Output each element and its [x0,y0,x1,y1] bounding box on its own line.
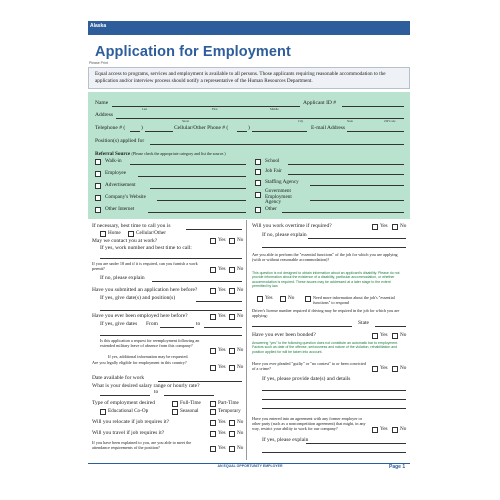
contact-work-yes-label: Yes [218,237,226,243]
referral-government-field[interactable] [310,200,404,201]
work-number-label: If yes, work number and best time to call: [100,245,192,251]
overtime-explain-field[interactable] [308,238,406,239]
license-label: Driver's license number required if driving may be required in the job for which you are applying: [252,308,400,319]
relocate-yes-label: Yes [218,419,226,425]
salary-min-field[interactable] [100,395,150,396]
employed-details-field[interactable] [100,335,242,336]
employed-dates-label: If yes, give dates [100,321,138,327]
referral-website-checkbox[interactable] [95,195,101,201]
employed-before-label: Have you ever been employed here before? [92,313,188,319]
employed-yes-checkbox[interactable] [210,314,216,320]
best-time-field[interactable] [186,229,242,230]
employed-no-checkbox[interactable] [229,314,235,320]
referral-internet-field[interactable] [148,212,246,213]
overtime-no-label: No [400,223,407,229]
conviction-note: Answering "yes" to the following question does not constitute an automatic bar to employment. Factors such as date of the offense, seriousness and nature of the violation, rehabilitation and position applied for will be taken into account. [252,341,399,354]
agreement-yes-checkbox[interactable] [372,427,378,433]
city-sublabel: City [298,119,304,123]
cell-label: Cellular/Other Phone # ( [174,125,229,131]
referral-government-checkbox[interactable] [255,192,261,198]
eligible-label: Are you legally eligible for employment in this country? [92,360,187,365]
referral-staffing-label: Staffing Agency [265,179,299,185]
referral-government-label: Government Employment Agency [265,188,292,206]
referral-note: (Please check the appropriate category and list the source.) [131,151,226,156]
home-label: Home [108,230,121,236]
cellular-checkbox[interactable] [128,231,134,237]
eligible-no-label: No [237,364,244,370]
referral-other-field[interactable] [282,212,404,213]
referral-staffing-checkbox[interactable] [255,180,261,186]
print-note: Please Print [89,61,108,65]
column-divider [246,220,247,460]
email-field[interactable] [347,131,404,132]
cell-field[interactable] [252,131,307,132]
cellular-label: Cellular/Other [136,230,166,236]
header-bar [88,21,410,35]
overtime-explain-field-2[interactable] [262,247,406,248]
convicted-details-field[interactable] [262,390,406,391]
work-permit-label: If you are under 18 and if it is required, can you furnish a work permit? [92,261,198,272]
eeo-statement: Equal access to programs, services and employment is available to all persons. Those applicants requiring reasonable accommodation to the application and/or interview process should notify a representative of the Human Resources Department. [88,67,410,89]
cell-area-field[interactable] [237,131,247,132]
middle-sublabel: Middle [270,107,279,111]
travel-yes-checkbox[interactable] [210,431,216,437]
convicted-details-field-2[interactable] [262,399,406,400]
state-tag: Alaska [90,23,107,29]
employed-to-field[interactable] [204,327,242,328]
travel-label: Will you travel if job requires it? [92,430,165,436]
referral-employee-label: Employee [105,170,127,176]
positions-field[interactable] [150,144,404,145]
submitted-yes-checkbox[interactable] [210,288,216,294]
need-info-label: Need more information about the job's "essential functions" to respond [313,295,395,306]
salary-label: What is your desired salary range or hourly rate? [92,383,200,389]
submitted-yes-label: Yes [218,287,226,293]
telephone-field[interactable] [145,131,173,132]
essential-no-label: No [288,295,295,301]
full-time-label: Full-Time [180,400,201,406]
telephone-paren: ) [141,125,143,131]
referral-advertisement-field[interactable] [150,188,246,189]
convicted-no-checkbox[interactable] [392,366,398,372]
license-state-field[interactable] [375,326,406,327]
referral-internet-label: Other Internet [105,206,135,212]
referral-staffing-field[interactable] [310,185,404,186]
convicted-details-field-3[interactable] [262,408,406,409]
part-time-label: Part-Time [218,400,239,406]
convicted-yes-label: Yes [380,365,388,371]
referral-other-label: Other [265,206,277,212]
submitted-no-label: No [237,287,244,293]
employed-to-label: to [196,321,201,327]
attendance-yes-checkbox[interactable] [210,446,216,452]
bonded-no-label: No [400,332,407,338]
form-title: Application for Employment [95,44,291,60]
essential-yes-label: Yes [265,295,273,301]
overtime-yes-label: Yes [380,223,388,229]
employment-type-label: Type of employment desired [92,400,156,406]
part-time-checkbox[interactable] [210,401,216,407]
telephone-area-field[interactable] [130,131,140,132]
referral-website-field[interactable] [157,200,246,201]
agreement-no-label: No [400,426,407,432]
work-permit-yes-checkbox[interactable] [210,267,216,273]
convicted-no-label: No [400,365,407,371]
employed-from-label: From [146,321,158,327]
eoe-footer: AN EQUAL OPPORTUNITY EMPLOYER [217,464,283,468]
referral-walkin-label: Walk-in [105,158,122,164]
submitted-before-label: Have you submitted an application here before? [92,287,198,293]
last-sublabel: Last [142,107,148,111]
convicted-label: Have you ever pleaded "guilty" or "no contest" to or been convicted of a crime? [252,361,366,372]
convicted-dates-label: If yes, please provide date(s) and details [262,376,351,382]
salary-max-field[interactable] [164,395,214,396]
contact-work-yes-checkbox[interactable] [210,238,216,244]
disability-note: This question is not designed to obtain information about an applicant's disability. Please do not provide information about the existence of a disability, particular accommodation, or whether accommodation is required. These issues may be addressed at a later stage to the extent permitted by law. [252,271,400,289]
referral-school-checkbox[interactable] [255,159,261,165]
address-label: Address [95,112,114,118]
agreement-no-checkbox[interactable] [392,427,398,433]
overtime-explain-label: If no, please explain [262,232,307,238]
employed-from-field[interactable] [160,327,194,328]
work-permit-no-checkbox[interactable] [229,267,235,273]
referral-school-label: School [265,158,280,164]
reemployment-info-label: If yes, additional information may be requested. [108,354,189,359]
employed-yes-label: Yes [218,313,226,319]
contact-work-no-label: No [237,237,244,243]
reemployment-label: Is this application a request for reemployment following an extended military leave of absence from this company? [100,338,200,349]
agreement-yes-label: Yes [380,426,388,432]
contact-work-no-checkbox[interactable] [229,238,235,244]
bonded-no-checkbox[interactable] [392,333,398,339]
agreement-explain-label: If yes, please explain [262,437,309,443]
referral-jobfair-field[interactable] [288,174,404,175]
overtime-no-checkbox[interactable] [392,224,398,230]
travel-no-checkbox[interactable] [229,431,235,437]
attendance-label: If you have been explained to you, are you able to meet the attendance requirements of the position? [92,440,192,451]
date-available-field[interactable] [158,381,242,382]
referral-advertisement-checkbox[interactable] [95,183,101,189]
referral-walkin-field[interactable] [130,164,246,165]
seasonal-label: Seasonal [180,408,199,414]
eligible-yes-checkbox[interactable] [210,365,216,371]
reemployment-no-label: No [237,347,244,353]
referral-employee-field[interactable] [138,176,246,177]
seasonal-checkbox[interactable] [172,409,178,415]
bonded-yes-label: Yes [380,332,388,338]
positions-label: Position(s) applied for [95,138,145,144]
submitted-dates-label: If yes, give date(s) and position(s) [100,295,176,301]
attendance-yes-label: Yes [218,445,226,451]
name-label: Name [95,100,109,106]
best-time-label: If necessary, best time to call you is [92,223,171,229]
eligible-yes-label: Yes [218,364,226,370]
first-sublabel: First [212,107,218,111]
agreement-label: Have you entered into an agreement with any former employer or other party (such as a noncompetition agreement) that might, in any way, restrict your ability to work for our company? [252,416,366,432]
referral-jobfair-label: Job Fair [265,168,282,174]
convicted-yes-checkbox[interactable] [372,366,378,372]
reemployment-yes-checkbox[interactable] [210,348,216,354]
work-permit-explain-label: If no, please explain [100,275,145,281]
essential-no-checkbox[interactable] [280,296,286,302]
zip-sublabel: ZIP Code [384,119,396,123]
coop-checkbox[interactable] [100,409,106,415]
email-label: E-mail Address [311,125,346,131]
essential-functions-label: Are you able to perform the "essential functions" of the job for which you are applying (with or without reasonable accommodation)? [252,252,398,263]
work-permit-no-label: No [237,266,244,272]
relocate-yes-checkbox[interactable] [210,420,216,426]
work-permit-yes-label: Yes [218,266,226,272]
agreement-explain-field[interactable] [306,443,406,444]
bonded-yes-checkbox[interactable] [372,333,378,339]
applicant-id-label: Applicant ID # [303,100,336,106]
referral-walkin-checkbox[interactable] [95,159,101,165]
referral-jobfair-checkbox[interactable] [255,169,261,175]
temporary-checkbox[interactable] [210,409,216,415]
page-number: Page 1 [389,464,406,470]
travel-no-label: No [237,430,244,436]
reemployment-no-checkbox[interactable] [229,348,235,354]
address-field[interactable] [116,118,404,119]
coop-label: Educational Co-Op [108,408,149,414]
agreement-explain-field-2[interactable] [262,452,406,453]
attendance-no-label: No [237,445,244,451]
eligible-no-checkbox[interactable] [229,365,235,371]
referral-internet-checkbox[interactable] [95,207,101,213]
attendance-no-checkbox[interactable] [229,446,235,452]
referral-school-field[interactable] [288,164,404,165]
relocate-no-label: No [237,419,244,425]
state-sublabel: State [347,119,353,123]
license-state-label: State [358,320,369,326]
work-permit-explain-field[interactable] [152,281,242,282]
telephone-label: Telephone # ( [95,125,126,131]
submitted-no-checkbox[interactable] [229,288,235,294]
contact-work-label: May we contact you at work? [92,238,158,244]
date-available-label: Date available for work [92,375,145,381]
applicant-id-field[interactable] [342,106,404,107]
street-sublabel: Street [182,119,189,123]
referral-employee-checkbox[interactable] [95,171,101,177]
relocate-no-checkbox[interactable] [229,420,235,426]
overtime-yes-checkbox[interactable] [372,224,378,230]
need-info-checkbox[interactable] [305,296,311,302]
referral-website-label: Company's Website [105,194,146,200]
submitted-dates-field[interactable] [196,301,242,302]
employed-no-label: No [237,313,244,319]
full-time-checkbox[interactable] [172,401,178,407]
essential-yes-checkbox[interactable] [257,296,263,302]
submitted-dates-field-2[interactable] [100,310,242,311]
cell-paren: ) [248,125,250,131]
reemployment-yes-label: Yes [218,347,226,353]
bonded-label: Have you ever been bonded? [252,332,316,338]
referral-other-checkbox[interactable] [255,207,261,213]
home-checkbox[interactable] [100,231,106,237]
temporary-label: Temporary [218,408,241,414]
referral-advertisement-label: Advertisement [105,182,136,188]
license-number-field[interactable] [252,326,352,327]
salary-to-label: to [154,389,159,395]
referral-source-title: Referral Source (Please check the appropriate category and list the source.) [95,151,226,157]
work-number-field[interactable] [100,258,242,259]
travel-yes-label: Yes [218,430,226,436]
overtime-label: Will you work overtime if required? [252,223,332,229]
relocate-label: Will you relocate if job requires it? [92,419,170,425]
